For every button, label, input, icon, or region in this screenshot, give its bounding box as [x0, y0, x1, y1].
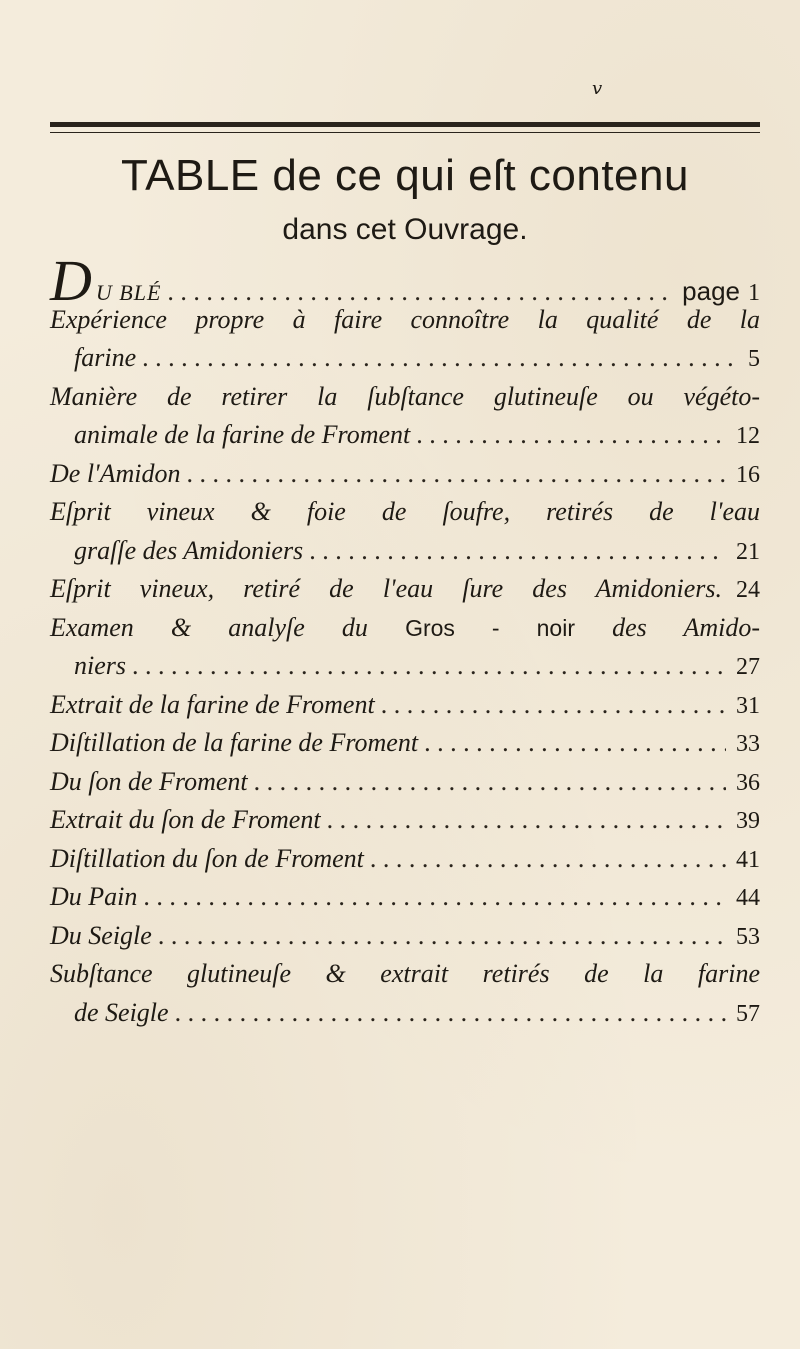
page-number: 33: [736, 731, 760, 757]
toc-entry-title: Diſtillation du ſon de Froment: [50, 843, 364, 873]
dot-leader: [424, 724, 726, 763]
page-number: 31: [736, 692, 760, 719]
toc-entry-experience-line2[interactable]: [50, 339, 760, 378]
dot-leader: [327, 801, 726, 840]
toc-entry-title-part: Examen & analyſe du: [50, 612, 406, 642]
toc-entry-title: de Seigle: [74, 997, 169, 1027]
page-number: 16: [736, 461, 760, 488]
page-number: 57: [736, 1000, 760, 1027]
page-number: 1: [748, 280, 760, 306]
page-number: 39: [736, 808, 760, 834]
dot-leader: [143, 878, 726, 917]
toc-entry-title: Du Seigle: [50, 920, 152, 950]
toc-entry-maniere-line2[interactable]: [50, 416, 760, 455]
page-title: TABLE de ce qui eſt contenu: [121, 151, 689, 200]
dot-leader: [132, 647, 726, 686]
drop-cap: D: [50, 248, 92, 313]
toc-entry-title-part: des Amido-: [574, 612, 760, 642]
toc-entry-amidon[interactable]: [50, 455, 760, 494]
toc-entry-title: Du ſon de Froment: [50, 766, 248, 796]
toc-entry-pain[interactable]: [50, 878, 760, 917]
toc-entry-du-ble[interactable]: [50, 248, 760, 313]
toc-entry-maniere-line1[interactable]: [50, 378, 760, 417]
toc-entry-title: Diſtillation de la farine de Froment: [50, 728, 419, 757]
page-number: 44: [736, 885, 760, 911]
page-number: 36: [736, 769, 760, 796]
toc-entry-title-rest: U BLÉ: [95, 280, 162, 305]
toc-entry-experience-line1[interactable]: [50, 301, 760, 340]
toc-entry-title: Eſprit vineux, retiré de l'eau ſure des Amidoniers.: [50, 574, 722, 603]
toc-entry-distillation-son[interactable]: [50, 840, 760, 879]
page-number: 53: [736, 923, 760, 950]
page-number: 5: [748, 346, 760, 372]
toc-entry-distillation-farine[interactable]: [50, 724, 760, 763]
dot-leader: [381, 686, 726, 725]
toc-entry-substance-seigle-line1[interactable]: [50, 955, 760, 994]
toc-entry-title: [50, 609, 760, 648]
page-label: page: [682, 276, 740, 306]
toc-entry-title: Du Pain: [50, 882, 138, 911]
table-of-contents: [50, 248, 760, 1032]
toc-entry-substance-seigle-line2[interactable]: [50, 994, 760, 1033]
page-number: 24: [736, 577, 760, 603]
toc-entry-esprit-vineux-line1[interactable]: [50, 493, 760, 532]
toc-entry-extrait-farine[interactable]: [50, 686, 760, 725]
toc-entry-title: Manière de retirer la ſubſtance glutineuſe ou végéto-: [50, 381, 760, 411]
dot-leader: [416, 416, 726, 455]
dot-leader: [186, 455, 726, 494]
toc-entry-title: Subſtance glutineuſe & extrait retirés de la farine: [50, 959, 760, 988]
toc-entry-esprit-retire[interactable]: [50, 570, 760, 609]
toc-entry-title: farine: [74, 343, 137, 372]
toc-entry-title: animale de la farine de Froment: [74, 420, 411, 449]
page-number: 41: [736, 846, 760, 873]
toc-entry-examen-line1[interactable]: [50, 609, 760, 648]
toc-entry-title: niers: [74, 651, 126, 680]
toc-entry-son[interactable]: [50, 763, 760, 802]
page-number: 27: [736, 654, 760, 680]
page-number: 12: [736, 423, 760, 449]
dot-leader: [370, 840, 726, 879]
dot-leader: [309, 532, 726, 571]
toc-entry-extrait-son[interactable]: [50, 801, 760, 840]
dot-leader: [254, 763, 726, 802]
toc-entry-seigle[interactable]: [50, 917, 760, 956]
dot-leader: [142, 339, 738, 378]
toc-entry-title: Expérience propre à faire connoître la qualité de la: [50, 304, 760, 334]
page-subtitle: dans cet Ouvrage.: [282, 213, 528, 246]
toc-entry-title: Extrait du ſon de Froment: [50, 805, 321, 834]
dot-leader: [158, 917, 726, 956]
page-number: 21: [736, 538, 760, 565]
header-rule-thin: [50, 132, 760, 133]
toc-entry-examen-line2[interactable]: [50, 647, 760, 686]
toc-entry-title-roman: Gros - noir: [405, 614, 575, 641]
dot-leader: [175, 994, 726, 1033]
header-rule-thick: [50, 122, 760, 127]
toc-entry-title: De l'Amidon: [50, 458, 181, 488]
page-folio: v: [592, 78, 603, 99]
toc-entry-esprit-vineux-line2[interactable]: [50, 532, 760, 571]
toc-entry-title: graſſe des Amidoniers: [74, 535, 304, 565]
toc-entry-title: Extrait de la farine de Froment: [50, 689, 375, 719]
toc-entry-title: Eſprit vineux & foie de ſoufre, retirés de l'eau: [50, 497, 760, 526]
